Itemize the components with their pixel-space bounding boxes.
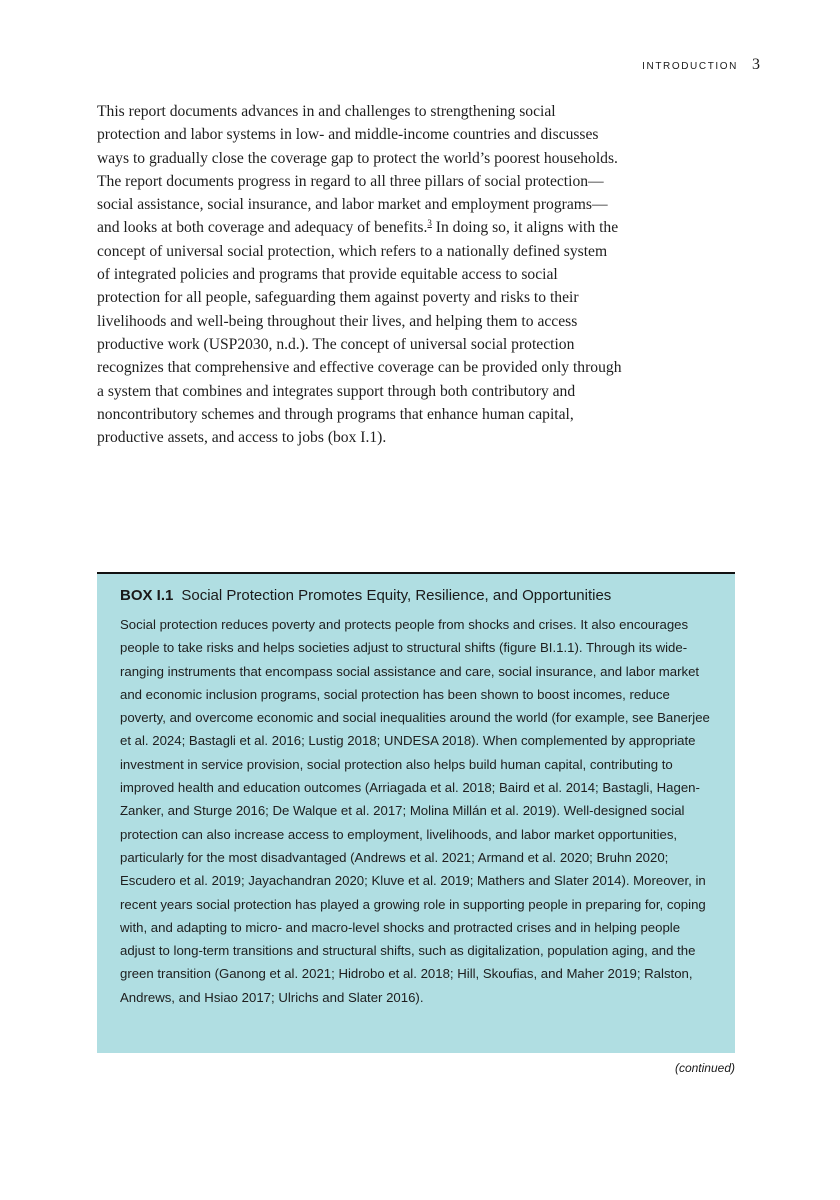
- box-title: [120, 587, 712, 604]
- body-paragraph: [97, 100, 622, 449]
- box-i1: [97, 572, 735, 1053]
- running-head-section: INTRODUCTION: [642, 61, 738, 72]
- box-label: BOX I.1: [120, 587, 174, 604]
- body-text-part-2: In doing so, it aligns with the concept of universal social protection, which refers to a nationally defined system of integrated policies and programs that provide equitable access to social protection for all people, safeguarding them against poverty and risks to their livelihoods and well-being throughout their lives, and helping them to access productive work (USP2030, n.d.). The concept of universal social protection recognizes that comprehensive and effective coverage can be provided only through a system that combines and integrates support through both contributory and noncontributory schemes and through programs that enhance human capital, productive assets, and access to jobs (box I.1).: [97, 219, 622, 447]
- box-title-text: Social Protection Promotes Equity, Resilience, and Opportunities: [181, 587, 612, 604]
- running-head: [642, 56, 760, 74]
- box-body-text: Social protection reduces poverty and protects people from shocks and crises. It also encourages people to take risks and helps societies adjust to structural shifts (figure BI.1.1). Through its wide-ranging instruments that encompass social assistance and care, social insurance, and labor market and economic inclusion programs, social protection has been shown to boost incomes, reduce poverty, and overcome economic and social inequalities around the world (for example, see Banerjee et al. 2024; Bastagli et al. 2016; Lustig 2018; UNDESA 2018). When complemented by appropriate investment in service provision, social protection also helps build human capital, contributing to improved health and education outcomes (Arriagada et al. 2018; Baird et al. 2014; Bastagli, Hagen-Zanker, and Sturge 2016; De Walque et al. 2017; Molina Millán et al. 2019). Well-designed social protection can also increase access to employment, livelihoods, and labor market opportunities, particularly for the most disadvantaged (Andrews et al. 2021; Armand et al. 2020; Bruhn 2020; Escudero et al. 2019; Jayachandran 2020; Kluve et al. 2019; Mathers and Slater 2014). Moreover, in recent years social protection has played a growing role in supporting people in preparing for, coping with, and adapting to micro- and macro-level shocks and protracted crises and in helping people adjust to long-term transitions and structural shifts, such as digitalization, population aging, and the green transition (Ganong et al. 2021; Hidrobo et al. 2018; Hill, Skoufias, and Maher 2019; Ralston, Andrews, and Hsiao 2017; Ulrichs and Slater 2016).: [120, 617, 710, 1005]
- page-number: 3: [752, 56, 760, 73]
- continued-note: (continued): [674, 1061, 735, 1075]
- endnote-reference-link[interactable]: 3: [427, 218, 432, 229]
- body-text-part-1: This report documents advances in and challenges to strengthening social protection and labor systems in low- and middle-income countries and discusses ways to gradually close the coverage gap to protect the world’s poorest households. The report documents progress in regard to all three pillars of social protection—social assistance, social insurance, and labor market and employment programs—and looks at both coverage and adequacy of benefits.: [97, 103, 618, 237]
